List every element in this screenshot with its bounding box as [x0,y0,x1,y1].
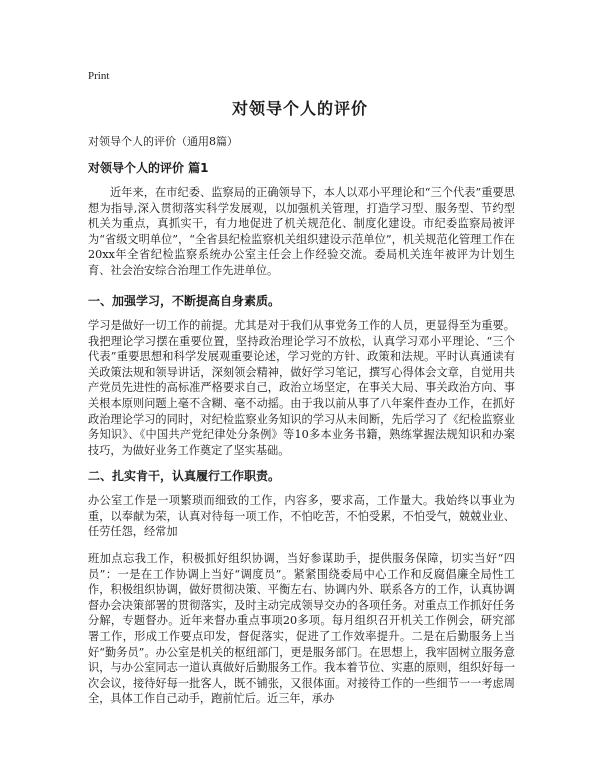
document-subtitle: 对领导个人的评价（通用8篇） [88,135,238,148]
paragraph-duties-text: 办公室工作是一项繁琐而细致的工作，内容多，要求高，工作量大。我始终以事业为重，以奉献为荣，认真对待每一项工作，不怕吃苦，不怕受累，不怕受气，兢兢业业、任劳任怨，经常加 [88,494,515,539]
print-link[interactable]: Print [88,70,110,82]
document-title: 对领导个人的评价 [231,99,368,118]
paragraph-study [88,318,515,458]
heading-duties: 二、扎实肯干，认真履行工作职责。 [88,469,281,483]
paragraph-study-text: 学习是做好一切工作的前提。尤其是对于我们从事党务工作的人员，更显得至为重要。我把理论学习摆在重要位置，坚持政治理论学习不放松，认真学习邓小平理论、“三个代表”重要思想和科学发展观重要论述，学习党的方针、政策和法规。平时认真通读有关政策法规和领导讲话，深刻领会精神，做好学习笔记，撰写心得体会文章，自觉用共产党员先进性的高标准严格要求自己，政治立场坚定，在事关大局、事关政治方向、事关根本原则问题上毫不含糊、毫不动摇。由于我以前从事了八年案件查办工作，在抓好政治理论学习的同时，对纪检监察业务知识的学习从未间断，先后学习了《纪检监察业务知识》、《中国共产党纪律处分条例》等10多本业务书籍，熟练掌握法规知识和办案技巧，为做好业务工作奠定了坚实基础。 [88,319,515,457]
section-title: 对领导个人的评价 篇1 [88,161,209,175]
paragraph-duties [88,493,515,540]
heading-study: 一、加强学习，不断提高自身素质。 [88,294,281,308]
paragraph-coordination [88,551,515,707]
paragraph-intro [88,185,515,279]
paragraph-coordination-text: 班加点忘我工作，积极抓好组织协调，当好参谋助手，提供服务保障，切实当好“四员”：一是在工作协调上当好“调度员”。紧紧围绕委局中心工作和反腐倡廉全局性工作，积极组织协调，做好贯彻决策、平衡左右、协调内外、联系各方的工作，认真协调督办会决策部署的贯彻落实，及时主动完成领导交办的各项任务。对重点工作抓好任务分解，专题督办。近年来督办重点事项20多项。每月组织召开机关工作例会，研究部署工作，形成工作要点印发，督促落实，促进了工作效率提升。二是在后勤服务上当好“勤务员”。办公室是机关的枢纽部门，更是服务部门。在思想上，我牢固树立服务意识，与办公室同志一道认真做好后勤服务工作。我本着节位、实惠的原则，组织好每一次会议，接待好每一批客人，既不铺张，又很体面。对接待工作的一些细节一一考虑周全，具体工作自己动手，跑前忙后。近三年，承办 [88,552,515,706]
paragraph-intro-text: 近年来，在市纪委、监察局的正确领导下，本人以邓小平理论和“三个代表”重要思想为指导,深入贯彻落实科学发展观，以加强机关管理，打造学习型、服务型、节约型机关为重点，真抓实干，有力地促进了机关规范化、制度化建设。市纪委监察局被评为“省级文明单位”，“全省县纪检监察机关组织建设示范单位”，机关规范化管理工作在20xx年全省纪检监察系统办公室主任会上作经验交流。委局机关连年被评为计划生育、社会治安综合治理工作先进单位。 [88,186,515,277]
